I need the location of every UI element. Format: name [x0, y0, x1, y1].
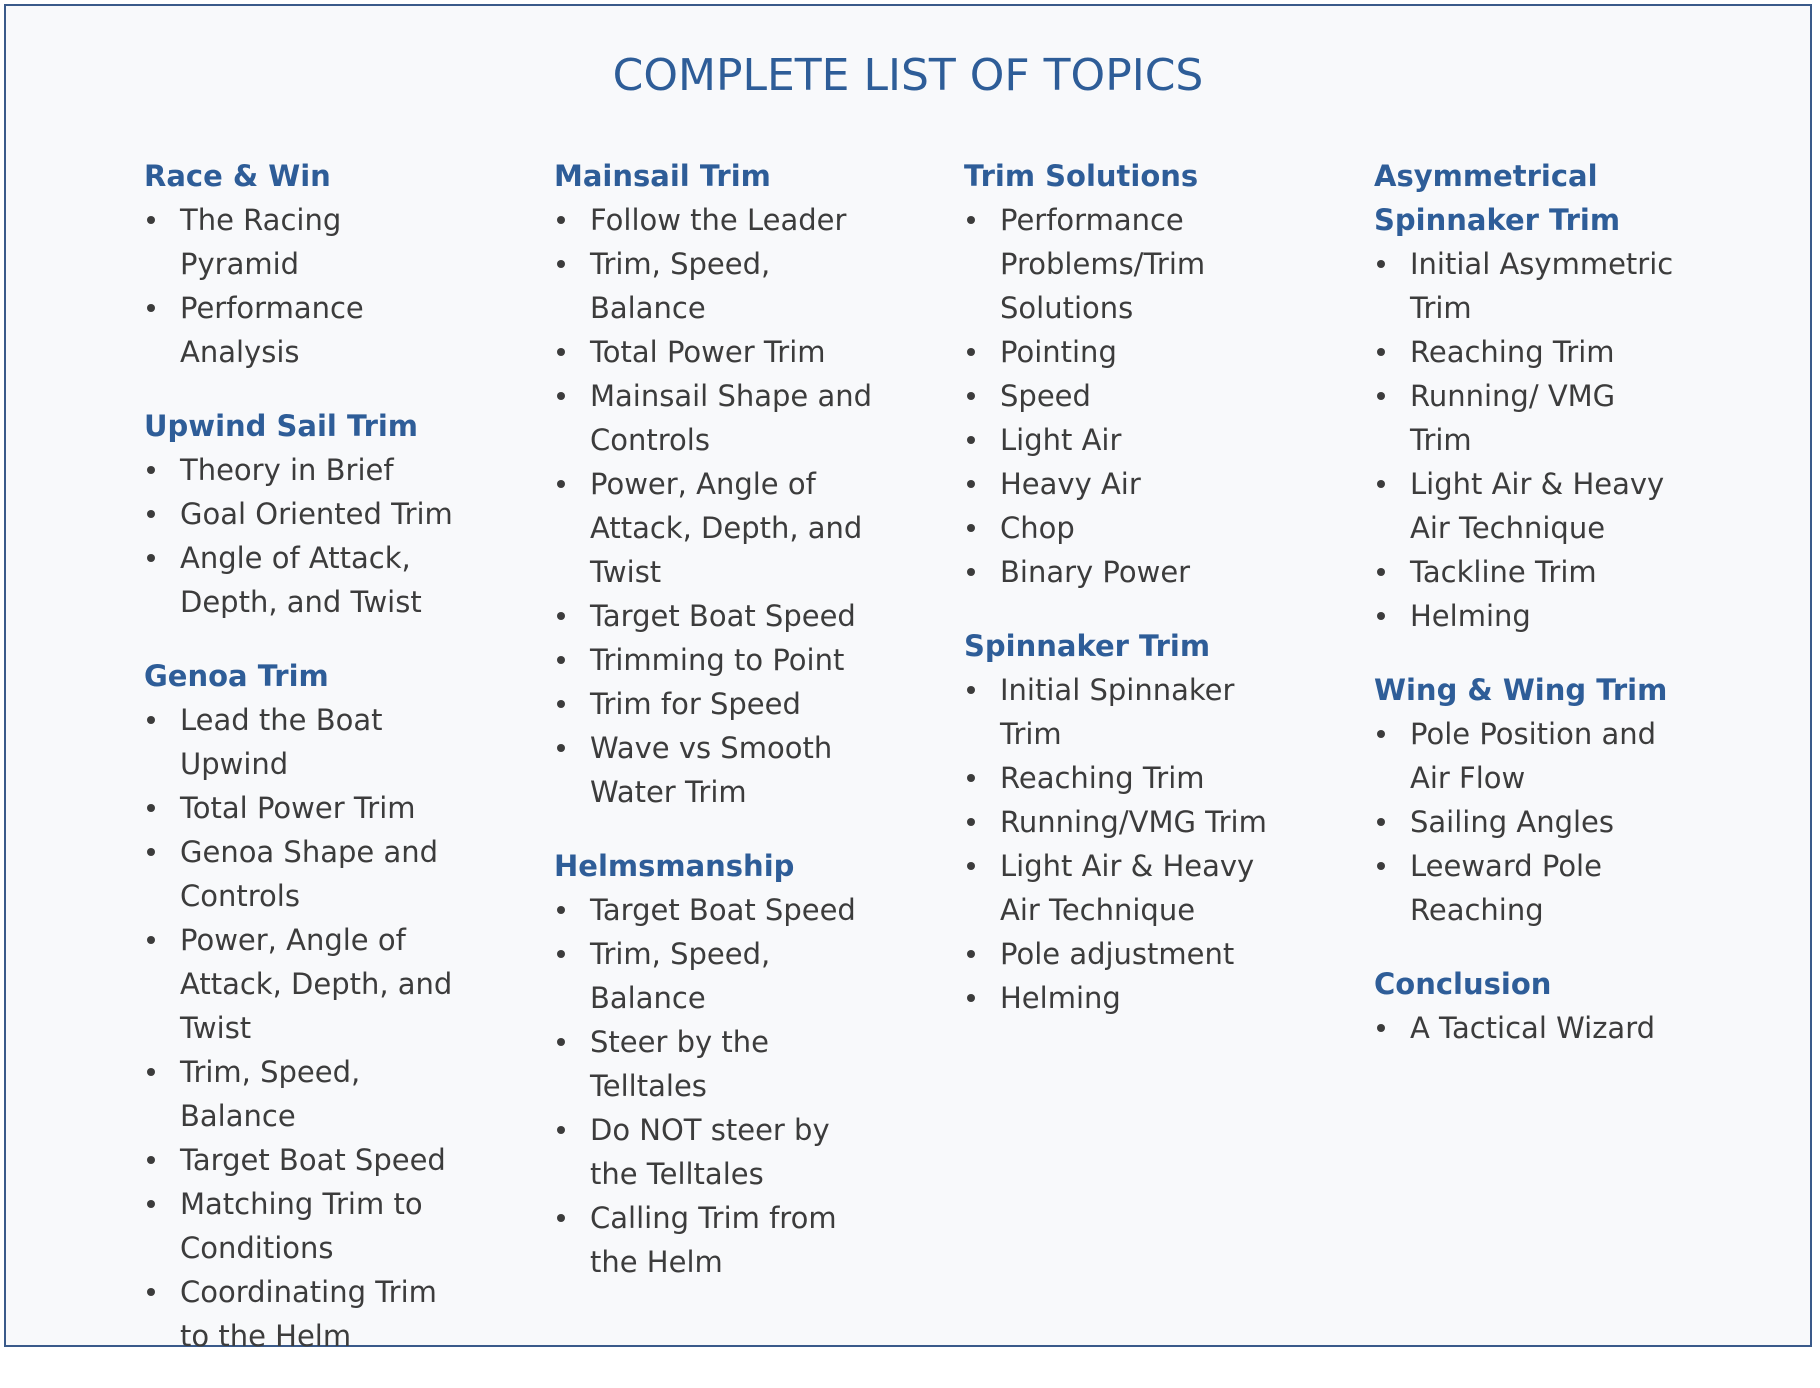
topic-item-label: Initial Spinnaker Trim [1000, 673, 1235, 751]
bullet-icon [557, 1038, 565, 1046]
topic-list [554, 198, 874, 814]
bullet-icon [147, 804, 155, 812]
bullet-icon [147, 304, 155, 312]
topic-list [144, 698, 464, 1358]
topic-item [1374, 242, 1684, 330]
topic-item [554, 682, 874, 726]
topic-item [554, 726, 874, 814]
topic-item [144, 698, 464, 786]
bullet-icon [557, 1214, 565, 1222]
topic-item [964, 668, 1284, 756]
topic-item-label: Matching Trim to Conditions [180, 1187, 423, 1265]
bullet-icon [147, 716, 155, 724]
topic-list [144, 198, 464, 374]
topic-item-label: Reaching Trim [1000, 761, 1205, 795]
topic-item-label: Trim for Speed [590, 687, 801, 721]
topic-list [1374, 242, 1684, 638]
topic-item [964, 800, 1284, 844]
bullet-icon [557, 392, 565, 400]
topic-item-label: Helming [1410, 599, 1531, 633]
topic-item [144, 448, 464, 492]
topic-item-label: Pointing [1000, 335, 1117, 369]
topic-item [964, 198, 1284, 330]
topic-item [554, 1108, 874, 1196]
section-heading: Conclusion [1374, 967, 1552, 1001]
topic-item-label: Performance Analysis [180, 291, 364, 369]
topic-item [964, 330, 1284, 374]
topic-item-label: Pole adjustment [1000, 937, 1235, 971]
topic-item [964, 976, 1284, 1020]
bullet-icon [147, 216, 155, 224]
bullet-icon [967, 436, 975, 444]
section-heading: Spinnaker Trim [964, 629, 1211, 663]
topic-item [554, 1196, 874, 1284]
topic-item-label: Total Power Trim [180, 791, 416, 825]
topics-panel [4, 4, 1812, 1353]
topic-item [964, 374, 1284, 418]
topic-section [144, 154, 464, 374]
topic-item [144, 1270, 464, 1358]
topic-column [1374, 154, 1684, 1080]
topic-item-label: Running/VMG Trim [1000, 805, 1267, 839]
topic-section [964, 154, 1284, 594]
topic-section [144, 404, 464, 624]
topic-item-label: Do NOT steer by the Telltales [590, 1113, 830, 1191]
topic-list [1374, 712, 1684, 932]
topic-item-label: Theory in Brief [180, 453, 394, 487]
topic-item [554, 462, 874, 594]
section-heading: Mainsail Trim [554, 159, 771, 193]
topic-item-label: Coordinating Trim to the Helm [180, 1275, 437, 1353]
topic-item-label: Target Boat Speed [590, 599, 856, 633]
topic-list [964, 198, 1284, 594]
topic-item [554, 242, 874, 330]
topic-item-label: Light Air & Heavy Air Technique [1000, 849, 1255, 927]
page-title: COMPLETE LIST OF TOPICS [612, 50, 1204, 101]
topic-item-label: Target Boat Speed [590, 893, 856, 927]
bullet-icon [147, 1288, 155, 1296]
topic-item-label: Trim, Speed, Balance [180, 1055, 361, 1133]
topic-item-label: Tackline Trim [1410, 555, 1597, 589]
bullet-icon [967, 686, 975, 694]
topic-item [964, 844, 1284, 932]
topic-item [1374, 1006, 1684, 1050]
bullet-icon [557, 700, 565, 708]
topic-section [1374, 154, 1684, 638]
bullet-icon [557, 1126, 565, 1134]
bullet-icon [967, 392, 975, 400]
bullet-icon [967, 950, 975, 958]
topic-item-label: Lead the Boat Upwind [180, 703, 383, 781]
topic-item [964, 932, 1284, 976]
topic-section [554, 154, 874, 814]
bullet-icon [557, 656, 565, 664]
topic-item-label: Target Boat Speed [180, 1143, 446, 1177]
topic-item [1374, 374, 1684, 462]
topic-item-label: Light Air & Heavy Air Technique [1410, 467, 1665, 545]
topic-item-label: Calling Trim from the Helm [590, 1201, 837, 1279]
bullet-icon [967, 862, 975, 870]
topic-item-label: Binary Power [1000, 555, 1191, 589]
topic-list [554, 888, 874, 1284]
topic-item [1374, 800, 1684, 844]
topic-item [144, 492, 464, 536]
bullet-icon [557, 480, 565, 488]
section-heading: Helmsmanship [554, 849, 795, 883]
topic-item [1374, 462, 1684, 550]
section-heading: Race & Win [144, 159, 331, 193]
topic-item [964, 756, 1284, 800]
bullet-icon [147, 510, 155, 518]
topic-item [554, 888, 874, 932]
bullet-icon [1377, 568, 1385, 576]
topic-item-label: Chop [1000, 511, 1075, 545]
bullet-icon [147, 1156, 155, 1164]
bullet-icon [557, 744, 565, 752]
bullet-icon [147, 848, 155, 856]
section-heading: Upwind Sail Trim [144, 409, 419, 443]
topic-item-label: Trim, Speed, Balance [590, 247, 771, 325]
bullet-icon [147, 466, 155, 474]
topic-item-label: A Tactical Wizard [1410, 1011, 1656, 1045]
bullet-icon [1377, 480, 1385, 488]
bullet-icon [557, 950, 565, 958]
topic-section [964, 624, 1284, 1020]
bullet-icon [1377, 348, 1385, 356]
bullet-icon [967, 216, 975, 224]
topic-item-label: Trimming to Point [590, 643, 845, 677]
topic-item-label: Running/ VMG Trim [1410, 379, 1616, 457]
topic-column [554, 154, 874, 1314]
topic-item [144, 786, 464, 830]
topic-item [554, 330, 874, 374]
topic-item [554, 638, 874, 682]
topic-item [144, 1138, 464, 1182]
topic-item [554, 932, 874, 1020]
bullet-icon [1377, 260, 1385, 268]
bullet-icon [557, 260, 565, 268]
bullet-icon [147, 936, 155, 944]
topic-item-label: Power, Angle of Attack, Depth, and Twist [590, 467, 863, 589]
topic-item-label: Initial Asymmetric Trim [1410, 247, 1674, 325]
bullet-icon [1377, 612, 1385, 620]
topic-item [144, 1050, 464, 1138]
topic-item-label: Sailing Angles [1410, 805, 1614, 839]
topic-item-label: Light Air [1000, 423, 1122, 457]
bullet-icon [147, 1068, 155, 1076]
topic-item-label: Steer by the Telltales [590, 1025, 769, 1103]
topic-item [144, 198, 464, 286]
topic-list [964, 668, 1284, 1020]
topic-item [1374, 594, 1684, 638]
topic-item [1374, 550, 1684, 594]
topic-section [1374, 668, 1684, 932]
bullet-icon [967, 524, 975, 532]
section-heading: Genoa Trim [144, 659, 329, 693]
topic-item [964, 550, 1284, 594]
topic-item-label: Heavy Air [1000, 467, 1141, 501]
topic-item [144, 286, 464, 374]
topic-column [964, 154, 1284, 1050]
section-heading: Wing & Wing Trim [1374, 673, 1668, 707]
bullet-icon [1377, 818, 1385, 826]
topic-list [144, 448, 464, 624]
topic-item [1374, 844, 1684, 932]
bullet-icon [557, 906, 565, 914]
bullet-icon [967, 818, 975, 826]
topic-item [554, 1020, 874, 1108]
topic-item-label: Leeward Pole Reaching [1410, 849, 1602, 927]
topic-item [1374, 330, 1684, 374]
topic-item-label: Goal Oriented Trim [180, 497, 453, 531]
topic-columns [144, 154, 1784, 1353]
bullet-icon [1377, 862, 1385, 870]
topic-item [964, 462, 1284, 506]
topic-column [144, 154, 464, 1388]
topic-item-label: Trim, Speed, Balance [590, 937, 771, 1015]
bullet-icon [147, 554, 155, 562]
topic-item [554, 374, 874, 462]
bullet-icon [967, 348, 975, 356]
topic-item [554, 198, 874, 242]
topic-item-label: Helming [1000, 981, 1121, 1015]
topic-item [144, 536, 464, 624]
topic-item-label: Angle of Attack, Depth, and Twist [180, 541, 422, 619]
bullet-icon [147, 1200, 155, 1208]
topic-item-label: Total Power Trim [590, 335, 826, 369]
topic-list [1374, 1006, 1684, 1050]
topic-item [964, 418, 1284, 462]
topic-item-label: Wave vs Smooth Water Trim [590, 731, 833, 809]
topic-item-label: Follow the Leader [590, 203, 847, 237]
topic-item [554, 594, 874, 638]
topic-section [144, 654, 464, 1358]
bullet-icon [967, 774, 975, 782]
bullet-icon [967, 994, 975, 1002]
topic-item-label: Speed [1000, 379, 1091, 413]
topic-item [964, 506, 1284, 550]
topic-item-label: Reaching Trim [1410, 335, 1615, 369]
bullet-icon [1377, 730, 1385, 738]
topic-item-label: Power, Angle of Attack, Depth, and Twist [180, 923, 453, 1045]
bullet-icon [967, 480, 975, 488]
bullet-icon [557, 612, 565, 620]
topic-item-label: Genoa Shape and Controls [180, 835, 439, 913]
section-heading: Trim Solutions [964, 159, 1199, 193]
topic-item-label: The Racing Pyramid [180, 203, 342, 281]
topic-section [1374, 962, 1684, 1050]
topic-item-label: Performance Problems/Trim Solutions [1000, 203, 1206, 325]
bullet-icon [967, 568, 975, 576]
bullet-icon [1377, 1024, 1385, 1032]
topic-item [144, 830, 464, 918]
topic-item [1374, 712, 1684, 800]
topic-item-label: Mainsail Shape and Controls [590, 379, 873, 457]
section-heading: Asymmetrical Spinnaker Trim [1374, 159, 1621, 237]
topic-item [144, 918, 464, 1050]
bullet-icon [557, 216, 565, 224]
topic-section [554, 844, 874, 1284]
bullet-icon [1377, 392, 1385, 400]
topic-item-label: Pole Position and Air Flow [1410, 717, 1657, 795]
bullet-icon [557, 348, 565, 356]
topic-item [144, 1182, 464, 1270]
